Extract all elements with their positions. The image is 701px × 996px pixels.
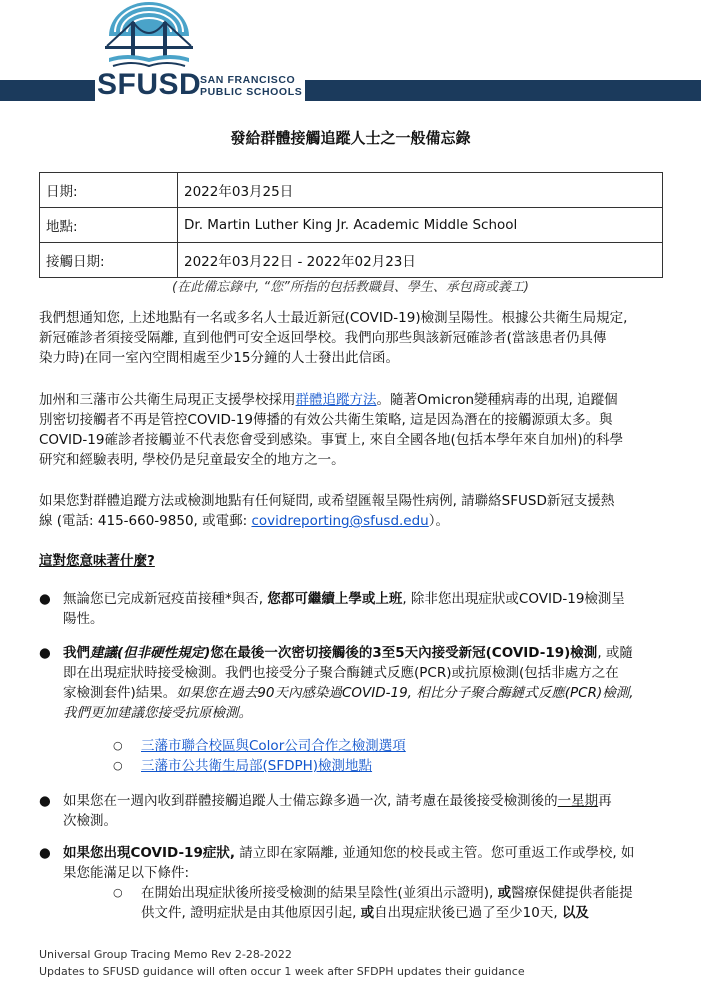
b3-u: 一星期 xyxy=(557,793,599,809)
contact-line-1: 如果您對群體追蹤方法或檢測地點有任何疑問, 或希望匯報呈陽性病例, 請聯絡SFUSD新冠支援熱 xyxy=(39,493,615,509)
bridge-logo-icon xyxy=(105,2,193,72)
b2-l4i: 我們更加建議您接受抗原檢測。 xyxy=(63,705,252,721)
group-line-2: 別密切接觸者不再是管控COVID-19傳播的有效公共衛生策略, 這是因為潛在的接觸源頭太多。與 xyxy=(39,412,613,428)
sfusd-wordmark: SFUSD xyxy=(97,68,202,101)
exposure-date-label: 接觸日期: xyxy=(40,243,178,278)
date-value: 2022年03月25日 xyxy=(178,173,663,208)
b2-bolditalic: 建議(但非硬性規定) xyxy=(90,645,211,661)
b2-bold2: 您在最後一次密切接觸後的3至5天內接受新冠(COVID-19)檢測 xyxy=(210,645,598,661)
group-line-4: 研究和經驗表明, 學校仍是兒童最安全的地方之一。 xyxy=(39,452,345,468)
sfusd-logo[interactable] xyxy=(95,0,305,102)
section-heading: 這對您意味著什麼? xyxy=(39,553,155,569)
intro-paragraph xyxy=(39,308,663,368)
b1-l2: 陽性。 xyxy=(63,611,104,627)
group-line-3: COVID-19確診者接觸並不代表您會受到感染。事實上, 來自全國各地(包括本學年來自加州)的科學 xyxy=(39,432,624,448)
s-bold1: 或 xyxy=(497,885,512,901)
list-item xyxy=(113,756,663,776)
location-value: Dr. Martin Luther King Jr. Academic Middle School xyxy=(178,208,663,243)
b2-a: , 或隨 xyxy=(597,645,633,661)
bullet-text xyxy=(63,843,663,883)
org-name-line1: SAN FRANCISCO xyxy=(200,74,296,86)
group-line-1b: 。隨著Omicron變種病毒的出現, 追蹤個 xyxy=(376,392,618,408)
table-row xyxy=(40,173,663,208)
s-l2b: 自出現症狀後已過了至少10天, xyxy=(374,905,562,921)
group-line-1 xyxy=(39,390,663,410)
bullet-text xyxy=(63,791,663,831)
b2-l2: 即在出現症狀時接受檢測。我們也接受分子聚合酶鏈式反應(PCR)或抗原檢測(包括非處方之在 xyxy=(63,665,619,681)
circle-bullet-icon: ○ xyxy=(113,739,123,752)
list-item xyxy=(39,643,663,723)
definition-note: (在此備忘錄中, “您”所指的包括教職員、學生、承包商或義工) xyxy=(172,280,529,295)
bullet-text xyxy=(63,643,663,723)
bullet-icon: ● xyxy=(39,591,51,607)
list-item xyxy=(113,736,663,756)
b4-a: 請立即在家隔離, 並通知您的校長或主管。您可重返工作或學校, 如 xyxy=(234,845,635,861)
intro-line-3: 染力時)在同一室內空間相處至少15分鐘的人士發出此信函。 xyxy=(39,350,399,366)
b2-bold1: 我們 xyxy=(63,645,90,661)
s-b: 醫療保健提供者能提 xyxy=(511,885,633,901)
bullet-icon: ● xyxy=(39,645,51,661)
email-link[interactable]: covidreporting@sfusd.edu xyxy=(251,513,429,529)
footer-revision: Universal Group Tracing Memo Rev 2-28-2022 xyxy=(39,948,292,961)
location-label: 地點: xyxy=(40,208,178,243)
table-row xyxy=(40,208,663,243)
bullet-icon: ● xyxy=(39,845,51,861)
contact-paragraph xyxy=(39,491,663,531)
exposure-date-value: 2022年03月22日 - 2022年02月23日 xyxy=(178,243,663,278)
info-table xyxy=(39,172,663,278)
list-item xyxy=(39,589,663,629)
circle-bullet-icon: ○ xyxy=(113,759,123,772)
group-tracing-link[interactable]: 群體追蹤方法 xyxy=(295,392,377,408)
list-item xyxy=(39,791,663,831)
sfdph-testing-link[interactable]: 三藩市公共衛生局部(SFDPH)檢測地點 xyxy=(141,758,373,774)
org-name-line2: PUBLIC SCHOOLS xyxy=(200,86,303,98)
list-item xyxy=(39,843,663,883)
circle-bullet-icon: ○ xyxy=(113,886,123,899)
b4-bold: 如果您出現COVID-19症狀, xyxy=(63,845,235,861)
color-testing-link[interactable]: 三藩市聯合校區與Color公司合作之檢測選項 xyxy=(141,738,406,754)
org-name xyxy=(200,74,302,98)
page-footer xyxy=(39,946,525,980)
b1-b: , 除非您出現症狀或COVID-19檢測呈 xyxy=(402,591,625,607)
page-title: 發給群體接觸追蹤人士之一般備忘錄 xyxy=(230,129,471,147)
b3-a: 如果您在一週內收到群體接觸追蹤人士備忘錄多過一次, 請考慮在最後接受檢測後的 xyxy=(63,793,558,809)
date-label: 日期: xyxy=(40,173,178,208)
b3-l2: 次檢測。 xyxy=(63,813,117,829)
s-a: 在開始出現症狀後所接受檢測的結果呈陰性(並須出示證明), xyxy=(141,885,498,901)
intro-line-2: 新冠確診者須接受隔離, 直到他們可安全返回學校。我們向那些與該新冠確診者(當該患者仍具傳 xyxy=(39,330,607,346)
bullet-icon: ● xyxy=(39,793,51,809)
group-tracing-paragraph xyxy=(39,390,663,470)
intro-line-1: 我們想通知您, 上述地點有一名或多名人士最近新冠(COVID-19)檢測呈陽性。根據公共衛生局規定, xyxy=(39,310,628,326)
list-item xyxy=(113,883,663,923)
group-line-1a: 加州和三藩市公共衛生局現正支援學校採用 xyxy=(39,392,296,408)
bullet-text xyxy=(63,589,663,629)
b4-l2: 果您能滿足以下條件: xyxy=(63,865,190,881)
b2-l3i: 如果您在過去90天內感染過COVID-19, 相比分子聚合酶鏈式反應(PCR)檢測, xyxy=(176,685,634,701)
sub-bullet-text xyxy=(141,883,663,923)
contact-line-2a: 線 (電話: 415-660-9850, 或電郵: xyxy=(39,513,252,529)
b1-a: 無論您已完成新冠疫苗接種*與否, xyxy=(63,591,268,607)
page-header xyxy=(0,0,701,105)
contact-line-2b: ）。 xyxy=(428,513,449,529)
footer-note: Updates to SFUSD guidance will often occur 1 week after SFDPH updates their guidance xyxy=(39,965,525,978)
b3-b: 再 xyxy=(598,793,612,809)
s-bold3: 以及 xyxy=(561,905,589,921)
s-l2a: 供文件, 證明症狀是由其他原因引起, xyxy=(141,905,361,921)
b1-bold: 您都可繼續上學或上班 xyxy=(267,591,403,607)
table-row xyxy=(40,243,663,278)
contact-line-2 xyxy=(39,511,663,531)
s-bold2: 或 xyxy=(360,905,375,921)
b2-l3a: 家檢測套件)結果。 xyxy=(63,685,177,701)
